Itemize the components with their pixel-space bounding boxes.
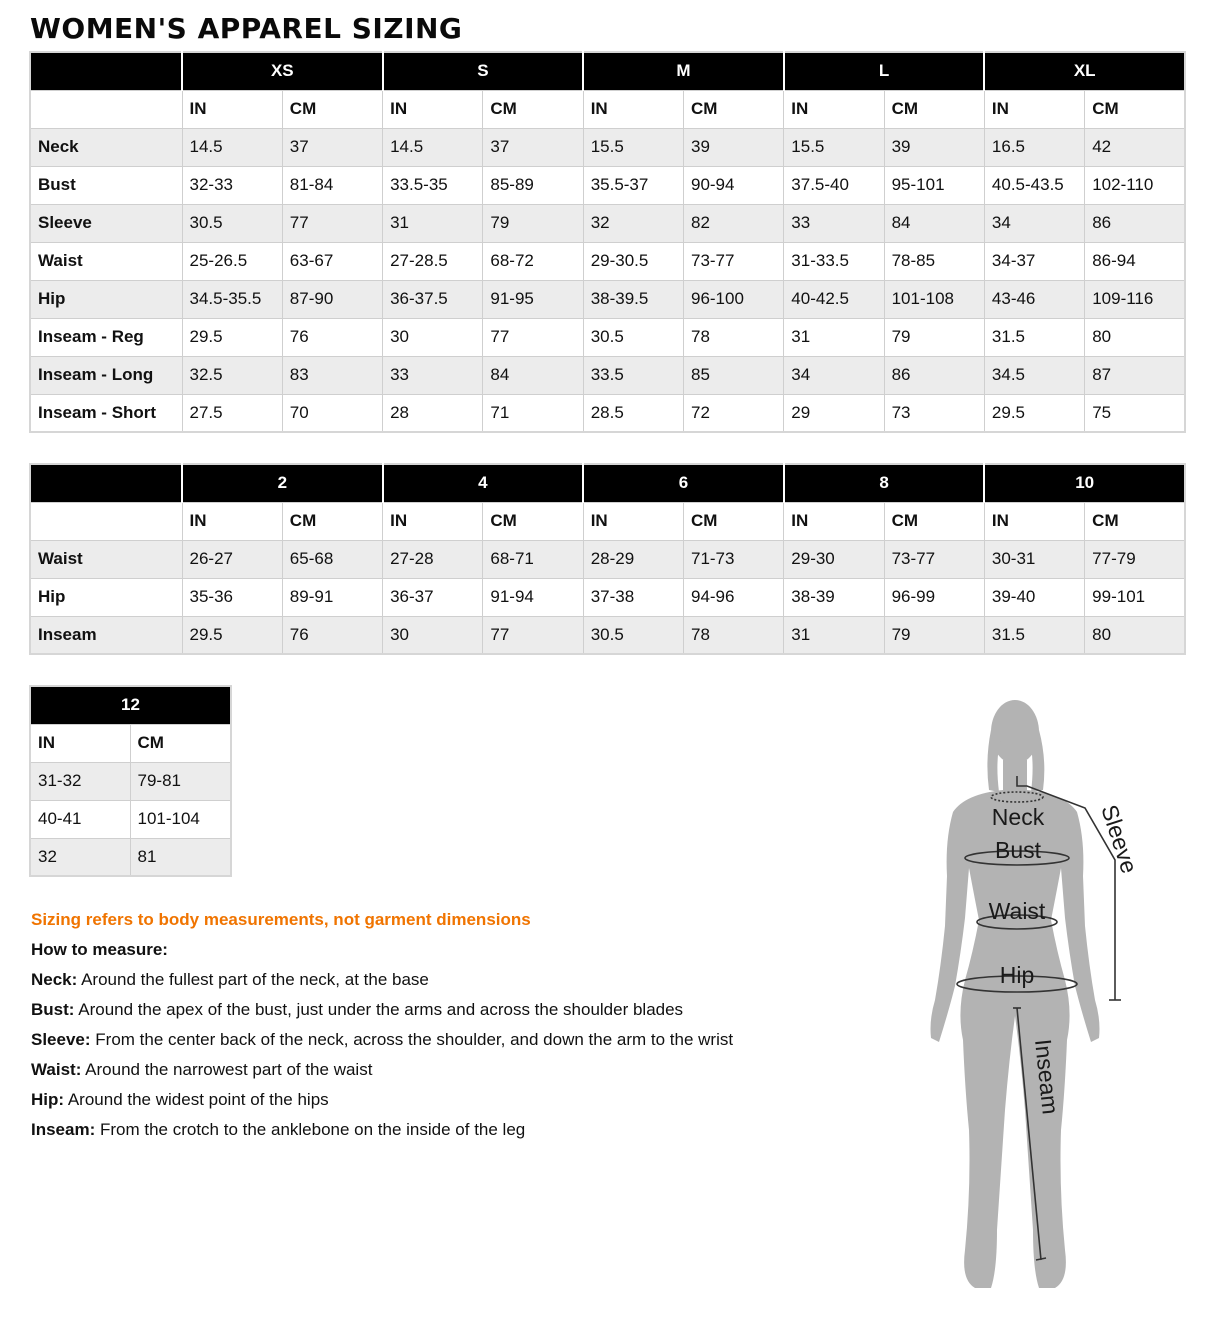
table-cell: 34 [784, 356, 884, 394]
table-cell: 31.5 [984, 318, 1084, 356]
measure-description: Around the narrowest part of the waist [81, 1060, 373, 1079]
table-cell: 82 [683, 204, 783, 242]
table-cell: 77-79 [1085, 540, 1185, 578]
unit-in: IN [984, 502, 1084, 540]
table-cell: 85 [683, 356, 783, 394]
table-cell: 80 [1085, 616, 1185, 654]
table-cell: 83 [282, 356, 382, 394]
table-cell: 39 [884, 128, 984, 166]
table-cell: 29.5 [182, 616, 282, 654]
table-cell: 90-94 [683, 166, 783, 204]
figure-label-hip: Hip [999, 962, 1035, 988]
table-row [30, 800, 231, 838]
figure-label-inseam: Inseam [1030, 1037, 1064, 1116]
table-cell: 78-85 [884, 242, 984, 280]
table-cell: 40.5-43.5 [984, 166, 1084, 204]
unit-in: IN [784, 90, 884, 128]
table-cell: 89-91 [282, 578, 382, 616]
table-cell: 32 [583, 204, 683, 242]
table-cell: 36-37 [383, 578, 483, 616]
body-measurement-figure [905, 690, 1155, 1302]
unit-cm: CM [483, 502, 583, 540]
table-row [30, 578, 1185, 616]
table-cell: 77 [483, 616, 583, 654]
unit-cm: CM [1085, 90, 1185, 128]
table-cell: 31-32 [30, 762, 130, 800]
size12-unit-header-row [30, 724, 231, 762]
unit-in: IN [583, 90, 683, 128]
table-cell: 109-116 [1085, 280, 1185, 318]
figure-label-sleeve: Sleeve [1096, 801, 1143, 877]
numeric-size-2: 2 [182, 464, 383, 502]
measure-term: Waist: [31, 1060, 82, 1079]
sizing-note: Sizing refers to body measurements, not garment dimensions [31, 910, 531, 929]
table-row [30, 616, 1185, 654]
table-row [30, 838, 231, 876]
measure-description: From the center back of the neck, across the shoulder, and down the arm to the wrist [90, 1030, 734, 1049]
table-cell: 76 [282, 616, 382, 654]
table-cell: 31.5 [984, 616, 1084, 654]
table-cell: 79 [884, 318, 984, 356]
measure-description: Around the fullest part of the neck, at the base [77, 970, 429, 989]
table-cell: 34-37 [984, 242, 1084, 280]
how-to-measure-list [31, 965, 733, 1145]
table-cell: 79 [483, 204, 583, 242]
numeric-size-6: 6 [583, 464, 784, 502]
table-cell: 99-101 [1085, 578, 1185, 616]
tops-size-header-row [30, 52, 1185, 90]
table-cell: 32 [30, 838, 130, 876]
row-label: Inseam - Short [30, 394, 182, 432]
table-cell: 40-42.5 [784, 280, 884, 318]
table-cell: 32.5 [182, 356, 282, 394]
table-cell: 34.5-35.5 [182, 280, 282, 318]
unit-in: IN [583, 502, 683, 540]
table-cell: 37 [282, 128, 382, 166]
table-cell: 68-72 [483, 242, 583, 280]
table-cell: 75 [1085, 394, 1185, 432]
table-cell: 40-41 [30, 800, 130, 838]
table-row [30, 242, 1185, 280]
size12-size-12: 12 [30, 686, 231, 724]
table-cell: 96-99 [884, 578, 984, 616]
table-cell: 30.5 [583, 318, 683, 356]
table-cell: 78 [683, 616, 783, 654]
corner-cell [30, 90, 182, 128]
tops-size-xs: XS [182, 52, 383, 90]
unit-cm: CM [683, 502, 783, 540]
row-label: Waist [30, 242, 182, 280]
unit-in: IN [984, 90, 1084, 128]
table-cell: 71 [483, 394, 583, 432]
table-cell: 73-77 [683, 242, 783, 280]
unit-in: IN [784, 502, 884, 540]
table-cell: 33.5-35 [383, 166, 483, 204]
unit-in: IN [182, 502, 282, 540]
table-cell: 28.5 [583, 394, 683, 432]
table-cell: 65-68 [282, 540, 382, 578]
table-cell: 37 [483, 128, 583, 166]
size12-size-header-row [30, 686, 231, 724]
measure-item [31, 1115, 733, 1145]
table-cell: 80 [1085, 318, 1185, 356]
table-cell: 87-90 [282, 280, 382, 318]
measure-term: Bust: [31, 1000, 75, 1019]
numeric-size-8: 8 [784, 464, 985, 502]
unit-cm: CM [884, 90, 984, 128]
table-cell: 42 [1085, 128, 1185, 166]
table-cell: 30.5 [182, 204, 282, 242]
figure-label-neck: Neck [991, 804, 1045, 830]
size-12-table [29, 685, 232, 877]
numeric-unit-header-row [30, 502, 1185, 540]
numeric-size-table [29, 463, 1186, 655]
tops-size-s: S [383, 52, 584, 90]
table-cell: 102-110 [1085, 166, 1185, 204]
measure-term: Inseam: [31, 1120, 96, 1139]
table-cell: 86 [884, 356, 984, 394]
table-cell: 73 [884, 394, 984, 432]
unit-in: IN [383, 502, 483, 540]
table-cell: 29.5 [182, 318, 282, 356]
table-cell: 72 [683, 394, 783, 432]
unit-in: IN [182, 90, 282, 128]
table-cell: 91-94 [483, 578, 583, 616]
table-cell: 87 [1085, 356, 1185, 394]
row-label: Waist [30, 540, 182, 578]
figure-label-bust: Bust [994, 837, 1042, 863]
table-cell: 33.5 [583, 356, 683, 394]
table-cell: 77 [282, 204, 382, 242]
unit-cm: CM [282, 90, 382, 128]
table-cell: 73-77 [884, 540, 984, 578]
table-cell: 28 [383, 394, 483, 432]
table-cell: 95-101 [884, 166, 984, 204]
measure-item [31, 995, 733, 1025]
unit-in: IN [383, 90, 483, 128]
table-cell: 38-39.5 [583, 280, 683, 318]
table-cell: 30 [383, 616, 483, 654]
table-cell: 27-28 [383, 540, 483, 578]
table-cell: 15.5 [583, 128, 683, 166]
table-cell: 38-39 [784, 578, 884, 616]
table-cell: 63-67 [282, 242, 382, 280]
table-cell: 31 [784, 318, 884, 356]
tops-size-m: M [583, 52, 784, 90]
table-cell: 91-95 [483, 280, 583, 318]
unit-in: IN [30, 724, 130, 762]
table-cell: 36-37.5 [383, 280, 483, 318]
row-label: Inseam - Reg [30, 318, 182, 356]
table-cell: 81-84 [282, 166, 382, 204]
table-cell: 86-94 [1085, 242, 1185, 280]
numeric-size-4: 4 [383, 464, 584, 502]
table-cell: 27-28.5 [383, 242, 483, 280]
tops-unit-header-row [30, 90, 1185, 128]
measure-description: Around the apex of the bust, just under the arms and across the shoulder blades [74, 1000, 684, 1019]
measure-description: From the crotch to the anklebone on the inside of the leg [95, 1120, 526, 1139]
table-cell: 86 [1085, 204, 1185, 242]
row-label: Hip [30, 578, 182, 616]
table-cell: 77 [483, 318, 583, 356]
measure-term: Hip: [31, 1090, 65, 1109]
table-cell: 37.5-40 [784, 166, 884, 204]
row-label: Inseam - Long [30, 356, 182, 394]
table-row [30, 166, 1185, 204]
table-cell: 84 [483, 356, 583, 394]
tops-size-table [29, 51, 1186, 433]
table-cell: 25-26.5 [182, 242, 282, 280]
table-cell: 79 [884, 616, 984, 654]
table-cell: 79-81 [130, 762, 231, 800]
measure-term: Sleeve: [31, 1030, 91, 1049]
table-cell: 30.5 [583, 616, 683, 654]
table-cell: 29.5 [984, 394, 1084, 432]
table-row [30, 280, 1185, 318]
table-cell: 85-89 [483, 166, 583, 204]
corner-cell [30, 52, 182, 90]
unit-cm: CM [130, 724, 231, 762]
unit-cm: CM [884, 502, 984, 540]
table-cell: 84 [884, 204, 984, 242]
row-label: Bust [30, 166, 182, 204]
measurement-notes [31, 905, 733, 1145]
table-cell: 35.5-37 [583, 166, 683, 204]
table-cell: 78 [683, 318, 783, 356]
table-cell: 14.5 [182, 128, 282, 166]
how-to-measure-heading: How to measure: [31, 940, 168, 959]
table-cell: 14.5 [383, 128, 483, 166]
table-cell: 29-30 [784, 540, 884, 578]
row-label: Sleeve [30, 204, 182, 242]
table-cell: 101-104 [130, 800, 231, 838]
unit-cm: CM [1085, 502, 1185, 540]
measure-item [31, 1025, 733, 1055]
table-cell: 16.5 [984, 128, 1084, 166]
table-cell: 30-31 [984, 540, 1084, 578]
row-label: Inseam [30, 616, 182, 654]
table-row [30, 540, 1185, 578]
table-row [30, 128, 1185, 166]
table-cell: 68-71 [483, 540, 583, 578]
female-silhouette [931, 700, 1100, 1288]
corner-cell [30, 502, 182, 540]
measure-item [31, 1055, 733, 1085]
table-cell: 33 [383, 356, 483, 394]
table-cell: 26-27 [182, 540, 282, 578]
table-cell: 101-108 [884, 280, 984, 318]
table-row [30, 204, 1185, 242]
table-cell: 32-33 [182, 166, 282, 204]
table-cell: 29-30.5 [583, 242, 683, 280]
table-cell: 27.5 [182, 394, 282, 432]
numeric-size-10: 10 [984, 464, 1185, 502]
corner-cell [30, 464, 182, 502]
unit-cm: CM [683, 90, 783, 128]
page-title: WOMEN'S APPAREL SIZING [30, 12, 463, 45]
table-cell: 29 [784, 394, 884, 432]
table-cell: 31 [383, 204, 483, 242]
table-cell: 35-36 [182, 578, 282, 616]
table-cell: 94-96 [683, 578, 783, 616]
table-cell: 71-73 [683, 540, 783, 578]
table-cell: 34.5 [984, 356, 1084, 394]
table-cell: 31-33.5 [784, 242, 884, 280]
table-row [30, 762, 231, 800]
measure-item [31, 965, 733, 995]
table-cell: 81 [130, 838, 231, 876]
table-cell: 96-100 [683, 280, 783, 318]
table-cell: 15.5 [784, 128, 884, 166]
table-cell: 33 [784, 204, 884, 242]
figure-label-waist: Waist [988, 898, 1046, 924]
table-row [30, 318, 1185, 356]
table-cell: 39 [683, 128, 783, 166]
table-row [30, 356, 1185, 394]
unit-cm: CM [483, 90, 583, 128]
tops-size-l: L [784, 52, 985, 90]
measure-item [31, 1085, 733, 1115]
measure-description: Around the widest point of the hips [64, 1090, 329, 1109]
table-cell: 28-29 [583, 540, 683, 578]
tops-size-xl: XL [984, 52, 1185, 90]
table-cell: 37-38 [583, 578, 683, 616]
row-label: Hip [30, 280, 182, 318]
table-cell: 39-40 [984, 578, 1084, 616]
table-cell: 34 [984, 204, 1084, 242]
table-cell: 70 [282, 394, 382, 432]
numeric-size-header-row [30, 464, 1185, 502]
table-cell: 30 [383, 318, 483, 356]
table-cell: 43-46 [984, 280, 1084, 318]
table-cell: 31 [784, 616, 884, 654]
table-row [30, 394, 1185, 432]
table-cell: 76 [282, 318, 382, 356]
row-label: Neck [30, 128, 182, 166]
unit-cm: CM [282, 502, 382, 540]
measure-term: Neck: [31, 970, 78, 989]
